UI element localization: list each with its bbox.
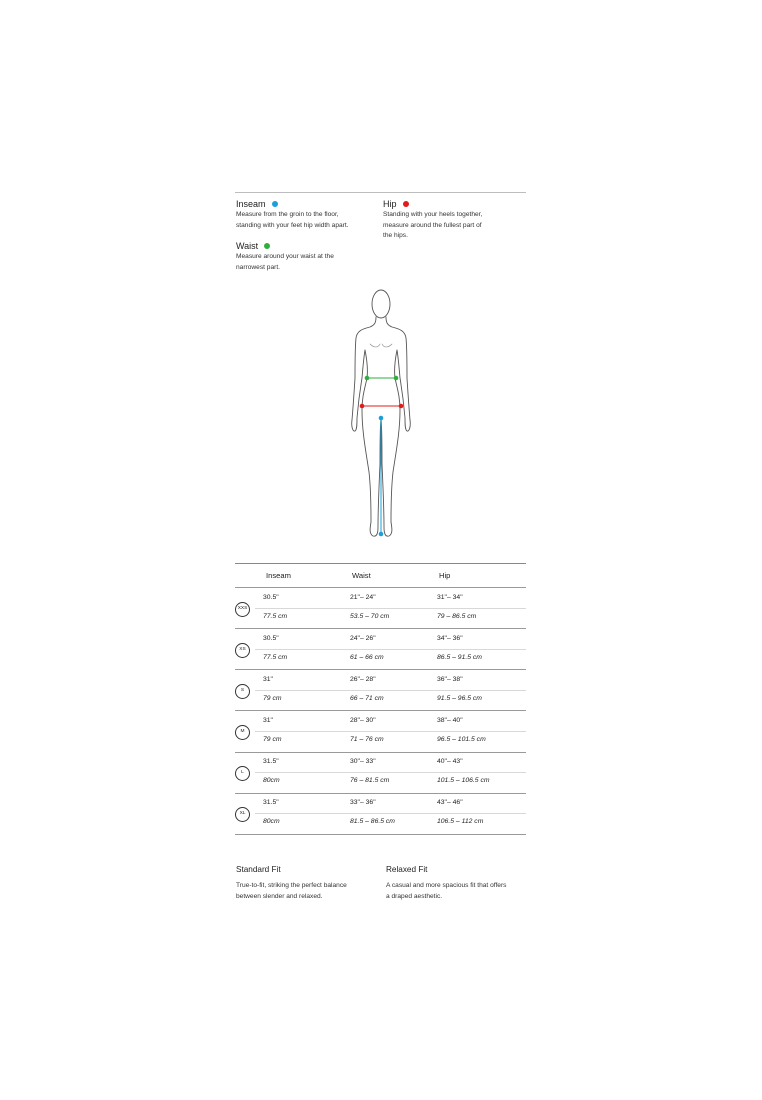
waist-title: Waist bbox=[236, 241, 259, 251]
row-inner-divider bbox=[255, 690, 526, 691]
inseam-description: Measure from the groin to the floor, standing with your feet hip width apart. bbox=[236, 211, 349, 229]
waist-right-marker bbox=[394, 376, 399, 381]
row-inner-divider bbox=[255, 649, 526, 650]
cell-inseam-cm: 79 cm bbox=[263, 695, 282, 702]
cell-waist-in: 21"– 24" bbox=[350, 594, 376, 601]
chest-right-line bbox=[382, 344, 392, 347]
cell-hip-in: 36"– 38" bbox=[437, 676, 463, 683]
inseam-title: Inseam bbox=[236, 199, 266, 209]
row-divider bbox=[235, 628, 526, 629]
top-divider bbox=[235, 192, 526, 193]
hip-left-marker bbox=[360, 404, 365, 409]
cell-inseam-in: 31" bbox=[263, 676, 273, 683]
cell-waist-in: 24"– 26" bbox=[350, 635, 376, 642]
header-hip: Hip bbox=[439, 571, 451, 580]
cell-hip-in: 34"– 36" bbox=[437, 635, 463, 642]
cell-waist-in: 30"– 33" bbox=[350, 758, 376, 765]
cell-inseam-cm: 77.5 cm bbox=[263, 654, 288, 661]
row-divider bbox=[235, 710, 526, 711]
body-figure-illustration bbox=[340, 286, 422, 542]
hip-title: Hip bbox=[383, 199, 397, 209]
waist-description: Measure around your waist at the narrowest part. bbox=[236, 253, 334, 271]
standard-fit-title: Standard Fit bbox=[236, 865, 281, 874]
standard-fit-description: True-to-fit, striking the perfect balance between slender and relaxed. bbox=[236, 882, 347, 900]
header-waist: Waist bbox=[352, 571, 371, 580]
row-inner-divider bbox=[255, 608, 526, 609]
cell-hip-in: 31"– 34" bbox=[437, 594, 463, 601]
size-badge-xxs: XXS bbox=[235, 602, 250, 617]
inseam-top-marker bbox=[379, 416, 384, 421]
row-divider bbox=[235, 669, 526, 670]
size-badge-m: M bbox=[235, 725, 250, 740]
head-outline bbox=[372, 290, 390, 318]
size-badge-xs: XS bbox=[235, 643, 250, 658]
hip-color-dot bbox=[403, 201, 409, 207]
chest-left-line bbox=[370, 344, 380, 347]
cell-hip-cm: 79 – 86.5 cm bbox=[437, 613, 477, 620]
hip-right-marker bbox=[399, 404, 404, 409]
table-bottom-divider bbox=[235, 834, 526, 835]
cell-waist-in: 28"– 30" bbox=[350, 717, 376, 724]
cell-waist-cm: 53.5 – 70 cm bbox=[350, 613, 390, 620]
row-inner-divider bbox=[255, 813, 526, 814]
cell-hip-cm: 106.5 – 112 cm bbox=[437, 818, 484, 825]
relaxed-fit-description: A casual and more spacious fit that offers a draped aesthetic. bbox=[386, 882, 507, 900]
cell-waist-cm: 76 – 81.5 cm bbox=[350, 777, 390, 784]
waist-heading bbox=[236, 241, 270, 251]
cell-hip-in: 40"– 43" bbox=[437, 758, 463, 765]
cell-hip-cm: 101.5 – 106.5 cm bbox=[437, 777, 490, 784]
row-inner-divider bbox=[255, 731, 526, 732]
cell-inseam-cm: 79 cm bbox=[263, 736, 282, 743]
cell-hip-cm: 86.5 – 91.5 cm bbox=[437, 654, 482, 661]
cell-inseam-in: 30.5" bbox=[263, 594, 279, 601]
table-top-divider bbox=[235, 563, 526, 564]
cell-hip-in: 43"– 46" bbox=[437, 799, 463, 806]
cell-hip-cm: 96.5 – 101.5 cm bbox=[437, 736, 486, 743]
cell-waist-cm: 66 – 71 cm bbox=[350, 695, 384, 702]
inseam-bottom-marker bbox=[379, 532, 384, 537]
cell-hip-in: 38"– 40" bbox=[437, 717, 463, 724]
cell-inseam-cm: 80cm bbox=[263, 818, 280, 825]
hip-heading bbox=[383, 199, 409, 209]
cell-waist-cm: 71 – 76 cm bbox=[350, 736, 384, 743]
inseam-color-dot bbox=[272, 201, 278, 207]
inseam-heading bbox=[236, 199, 278, 209]
row-divider bbox=[235, 793, 526, 794]
body-right-outline bbox=[381, 317, 410, 536]
relaxed-fit-title: Relaxed Fit bbox=[386, 865, 428, 874]
cell-inseam-in: 31.5" bbox=[263, 758, 279, 765]
body-left-outline bbox=[352, 317, 381, 536]
hip-description: Standing with your heels together, measure around the fullest part of the hips. bbox=[383, 211, 483, 239]
cell-inseam-in: 30.5" bbox=[263, 635, 279, 642]
size-badge-s: S bbox=[235, 684, 250, 699]
row-inner-divider bbox=[255, 772, 526, 773]
cell-inseam-in: 31" bbox=[263, 717, 273, 724]
size-badge-xl: XL bbox=[235, 807, 250, 822]
waist-color-dot bbox=[264, 243, 270, 249]
header-inseam: Inseam bbox=[266, 571, 291, 580]
cell-inseam-in: 31.5" bbox=[263, 799, 279, 806]
row-divider bbox=[235, 752, 526, 753]
cell-hip-cm: 91.5 – 96.5 cm bbox=[437, 695, 482, 702]
cell-waist-in: 26"– 28" bbox=[350, 676, 376, 683]
waist-left-marker bbox=[365, 376, 370, 381]
cell-waist-in: 33"– 36" bbox=[350, 799, 376, 806]
header-divider bbox=[235, 587, 526, 588]
cell-waist-cm: 81.5 – 86.5 cm bbox=[350, 818, 395, 825]
cell-waist-cm: 61 – 66 cm bbox=[350, 654, 384, 661]
cell-inseam-cm: 77.5 cm bbox=[263, 613, 288, 620]
cell-inseam-cm: 80cm bbox=[263, 777, 280, 784]
size-badge-l: L bbox=[235, 766, 250, 781]
